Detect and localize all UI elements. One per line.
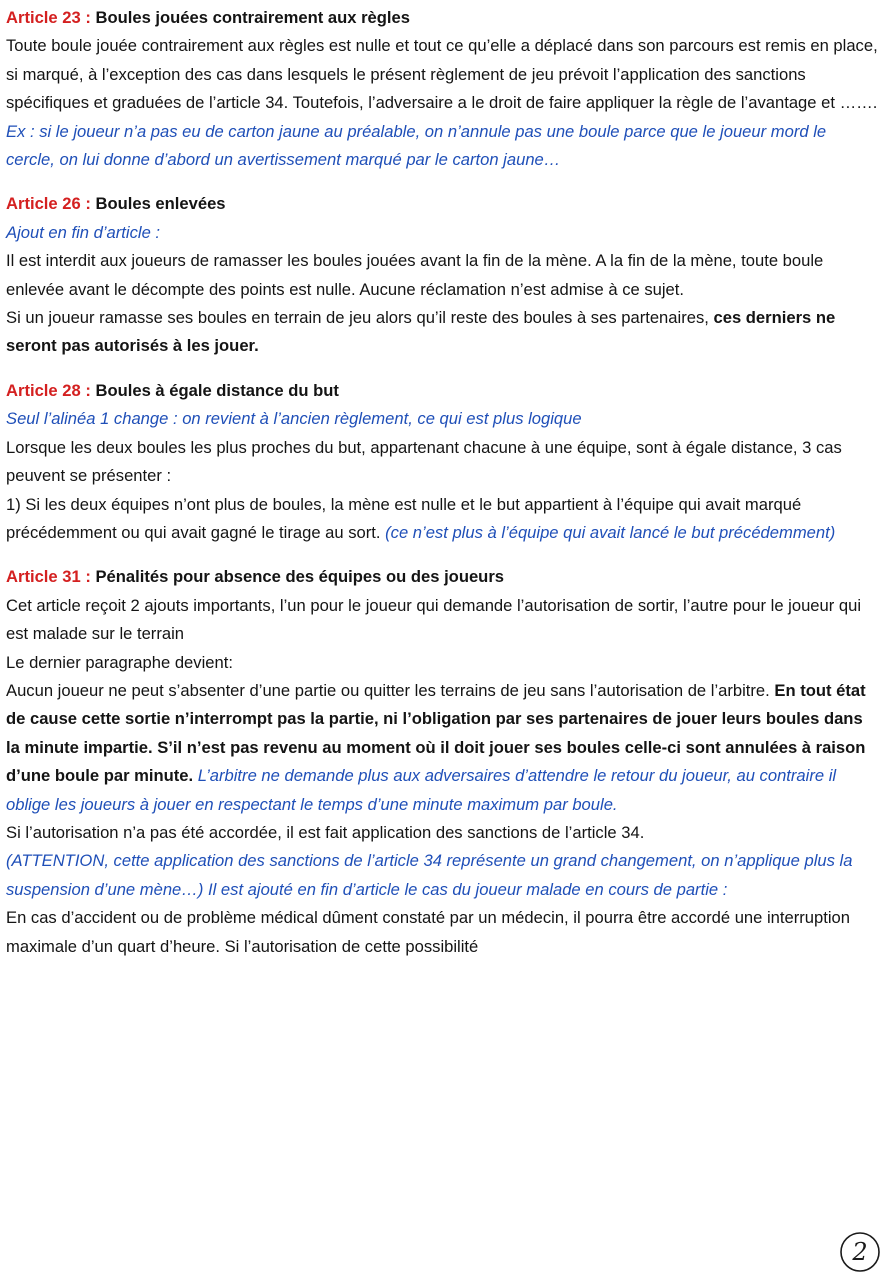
paragraph-text: 1) Si les deux équipes n’ont plus de boules, la mène est nulle et le but appartient à l’équipe qui avait marqué précédemment ou qui avait gagné le tirage au sort. xyxy=(6,494,802,542)
article-26 xyxy=(6,190,878,360)
article-note: Ajout en fin d’article : xyxy=(6,222,161,242)
article-paragraph xyxy=(6,304,878,361)
article-paragraph xyxy=(6,491,878,548)
article-paragraph: Si l’autorisation n’a pas été accordée, il est fait application des sanctions de l’article 34. xyxy=(6,822,645,842)
article-paragraph: Lorsque les deux boules les plus proches du but, appartenant chacune à une équipe, sont à égale distance, 3 cas peuvent se présenter : xyxy=(6,437,842,486)
paragraph-text: Si un joueur ramasse ses boules en terrain de jeu alors qu’il reste des boules à ses partenaires, xyxy=(6,308,714,328)
page-number-text: 2 xyxy=(852,1238,868,1266)
article-number: Article 23 : xyxy=(6,8,91,27)
article-23 xyxy=(6,4,878,174)
article-paragraph: Cet article reçoit 2 ajouts importants, l’un pour le joueur qui demande l’autorisation de sortir, l’autre pour le joueur qui est malade sur le terrain xyxy=(6,595,862,644)
paragraph-text: Aucun joueur ne peut s’absenter d’une partie ou quitter les terrains de jeu sans l’autorisation de l’arbitre. xyxy=(6,680,775,700)
article-heading xyxy=(6,190,878,218)
paragraph-note: L’arbitre ne demande plus aux adversaires d’attendre le retour du joueur, au contraire il oblige les joueurs à jouer en respectant le temps d’une minute maximum par boule. xyxy=(6,766,837,814)
paragraph-note: (ce n’est plus à l’équipe qui avait lancé le but précédemment) xyxy=(385,522,836,542)
article-note: Ex : si le joueur n’a pas eu de carton jaune au préalable, on n’annule pas une boule parce que le joueur mord le cercle, on lui donne d’abord un avertissement marqué par le carton jaune… xyxy=(6,121,827,170)
article-title: Pénalités pour absence des équipes ou des joueurs xyxy=(95,567,505,587)
article-paragraph: Toute boule jouée contrairement aux règles est nulle et tout ce qu’elle a déplacé dans son parcours est remis en place, si marqué, à l’exception des cas dans lesquels le présent règlement de jeu prévoit l’application des sanctions spécifiques et graduées de l’article 34. Toutefois, l’adversaire a le droit de faire appliquer la règle de l’avantage et ……. xyxy=(6,36,878,113)
article-note: Seul l’alinéa 1 change : on revient à l’ancien règlement, ce qui est plus logique xyxy=(6,409,582,429)
paragraph-bold-text: ces derniers ne seront pas autorisés à les jouer. xyxy=(6,308,836,356)
article-number: Article 28 : xyxy=(6,380,91,400)
article-paragraph: Le dernier paragraphe devient: xyxy=(6,652,233,672)
article-paragraph xyxy=(6,677,878,819)
article-heading xyxy=(6,377,878,405)
article-number: Article 26 : xyxy=(6,194,91,214)
article-28 xyxy=(6,377,878,547)
article-number: Article 31 : xyxy=(6,567,91,587)
article-heading xyxy=(6,563,878,591)
article-paragraph: Il est interdit aux joueurs de ramasser les boules jouées avant la fin de la mène. A la fin de la mène, toute boule enlevée avant le décompte des points est nulle. Aucune réclamation n’est admise à ce sujet. xyxy=(6,251,824,299)
article-note: (ATTENTION, cette application des sanctions de l’article 34 représente un grand changement, on n’applique plus la suspension d’une mène…) Il est ajouté en fin d’article le cas du joueur malade en cours de partie : xyxy=(6,851,853,899)
article-title: Boules enlevées xyxy=(95,194,226,214)
article-heading xyxy=(6,4,878,32)
article-31 xyxy=(6,563,878,961)
document-page xyxy=(6,4,878,977)
article-title: Boules jouées contrairement aux règles xyxy=(95,8,410,27)
page-number-circle-icon xyxy=(838,1230,882,1274)
paragraph-bold-text: En tout état de cause cette sortie n’interrompt pas la partie, ni l’obligation par ses partenaires de jouer leurs boules dans la minute impartie. S’il n’est pas revenu au moment où il doit jouer ses boules celle-ci sont annulées à raison d’une boule par minute. xyxy=(6,680,866,786)
handwritten-page-number xyxy=(838,1230,882,1274)
article-paragraph: En cas d’accident ou de problème médical dûment constaté par un médecin, il pourra être accordé une interruption maximale d’un quart d’heure. Si l’autorisation de cette possibilité xyxy=(6,908,851,956)
article-title: Boules à égale distance du but xyxy=(95,380,339,400)
